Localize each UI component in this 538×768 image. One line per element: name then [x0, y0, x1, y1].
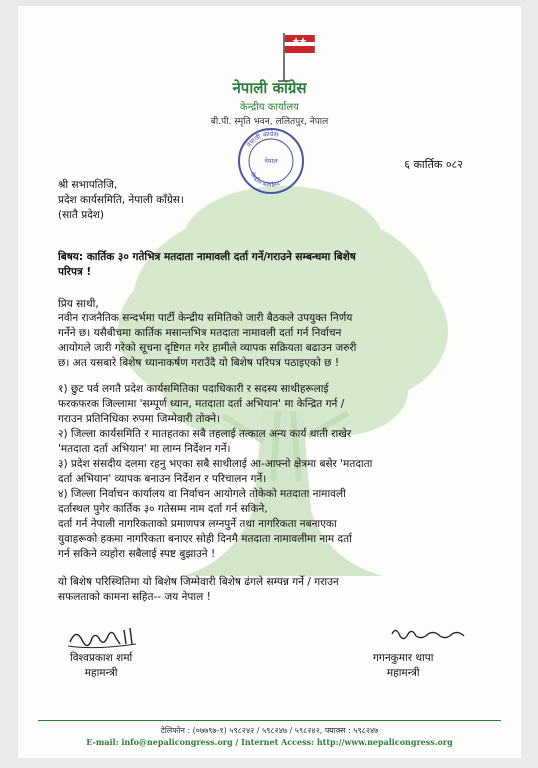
footer-phones: टेलिफोन : (०७७९७-१) ५९८२४२ / ५९८२४७ / ५९८२४२, फ्याक्स : ५९८२४७: [160, 726, 379, 735]
recipient-line: श्री सभापतिजि,: [58, 179, 118, 191]
point-3-line: दर्ता अभियान' व्यापक बनाउन निर्देशन र परिचालन गर्ने।: [58, 473, 267, 485]
point-2-line: 'मतदाता दर्ता अभियान' मा लाग्न निर्देशन गर्ने।: [58, 443, 231, 455]
footer-divider: [38, 720, 501, 721]
signatory-title: महामन्त्री: [84, 667, 118, 679]
signatory-title: महामन्त्री: [386, 667, 420, 679]
email-link[interactable]: info@nepalicongress.org: [121, 737, 233, 747]
signatory-name: विश्वप्रकाश शर्मा: [70, 652, 133, 664]
point-4-line: गर्न सकिने व्यहोरा सबैलाई स्पष्ट बुझाउने !: [58, 548, 216, 560]
intro-line: आयोगले जारी गरेको सूचना दृष्टिगत गरेर हामीले व्यापक सक्रियता बढाउन जरुरी: [58, 342, 357, 354]
office-address: बी.पी. स्मृति भवन, ललितपुर, नेपाल: [210, 117, 329, 127]
points-list: [58, 382, 372, 562]
web-label: / Internet Access:: [235, 737, 315, 747]
point-4-line: ४) जिल्ला निर्वाचन कार्यालय वा निर्वाचन आयोगले तोकेको मतदाता नामावली: [58, 488, 346, 500]
recipient-block: [58, 178, 184, 223]
point-2-line: २) जिल्ला कार्यसमिति र मातहतका सबै तहलाई तत्काल अन्य कार्य थाती राखेर: [58, 428, 352, 440]
point-4-line: युवाहरूको हकमा नागरिकता बनाएर सोही दिनमै मतदाता नामावलीमा नाम दर्ता: [58, 533, 352, 545]
point-3-line: ३) प्रदेश संसदीय दलमा रहनु भएका सबै साथीलाई आ-आफ्नो क्षेत्रमा बसेर 'मतदाता: [58, 458, 373, 470]
seal-center-text: नेपाल: [264, 157, 278, 165]
subject-line: परिपत्र !: [58, 266, 92, 278]
recipient-line: प्रदेश कार्यसमिति, नेपाली काँग्रेस।: [58, 194, 184, 206]
email-label: E-mail:: [86, 737, 119, 747]
signatory-name: गगनकुमार थापा: [373, 652, 434, 664]
closing-paragraph: [58, 575, 339, 605]
point-1-line: फरकफरक जिल्लामा 'सम्पूर्ण ध्यान, मतदाता दर्ता अभियान' मा केन्द्रित गर्न /: [58, 398, 345, 410]
office-name: केन्द्रीय कार्यालय: [240, 102, 299, 113]
closing-line: यो बिशेष परिस्थितिमा यो बिशेष जिम्मेवारी बिशेष ढंगले सम्पन्न गर्ने / गराउन: [58, 576, 339, 588]
office-seal-stamp: [236, 126, 306, 196]
party-name: नेपाली कांग्रेस: [232, 79, 307, 97]
seal-bottom-text: केन्द्रीय कार्यालय: [248, 171, 281, 190]
signatory-right: [373, 651, 433, 681]
letter-date: ६ कार्तिक ०८२: [404, 158, 463, 171]
point-4-line: दर्ता गर्न नेपाली नागरिकताको प्रमाणपत्र लग्नपुर्ने तथा नागरिकता नबनाएका: [58, 518, 337, 530]
party-flag-logo: [276, 31, 318, 83]
intro-line: नवीन राजनैतिक सन्दर्भमा पार्टी केन्द्रीय समितिको जारी बैठकले उपयुक्त निर्णय: [58, 312, 353, 324]
closing-line: सफलताको कामना सहित-- जय नेपाल !: [58, 591, 211, 603]
footer-contact: [18, 737, 521, 747]
salutation: प्रिय साथी,: [58, 298, 99, 310]
intro-paragraph: [58, 311, 356, 371]
point-1-line: १) छुट पर्व लगतै प्रदेश कार्यसमितिका पदाधिकारी र सदस्य साथीहरूलाई: [58, 383, 329, 395]
letter-page: [18, 6, 521, 758]
subject-line: बिषय: कार्तिक ३० गतेभित्र मतदाता नामावली दर्ता गर्ने/गराउने सम्बन्धमा बिशेष: [58, 251, 356, 263]
signatory-left: [70, 651, 132, 681]
seal-top-text: नेपाली कांग्रेस: [244, 129, 279, 149]
intro-line: गर्नेने छ। यसैबीचमा कार्तिक मसान्तभित्र मतदाता नामावली दर्ता गर्न निर्वाचन: [58, 327, 342, 339]
web-link[interactable]: http://www.nepalicongress.org: [316, 737, 453, 747]
intro-line: छ। अत यसबारे बिशेष ध्यानाकर्षण गराउँदै यो बिशेष परिपत्र पठाइएको छ !: [58, 357, 340, 369]
svg-text:केन्द्रीय कार्यालय: [248, 171, 281, 189]
recipient-line: (सातै प्रदेश): [58, 209, 105, 221]
point-1-line: गराउन प्रतिनिधिका रुपमा जिम्मेवारी तोक्ने।: [58, 413, 221, 425]
signature-right: [388, 624, 468, 646]
subject-block: [58, 250, 356, 280]
signature-left: [66, 624, 146, 650]
point-4-line: दर्तास्थल पुगेर कार्तिक ३० गतेसम्म नाम दर्ता गर्न सकिने,: [58, 503, 268, 515]
